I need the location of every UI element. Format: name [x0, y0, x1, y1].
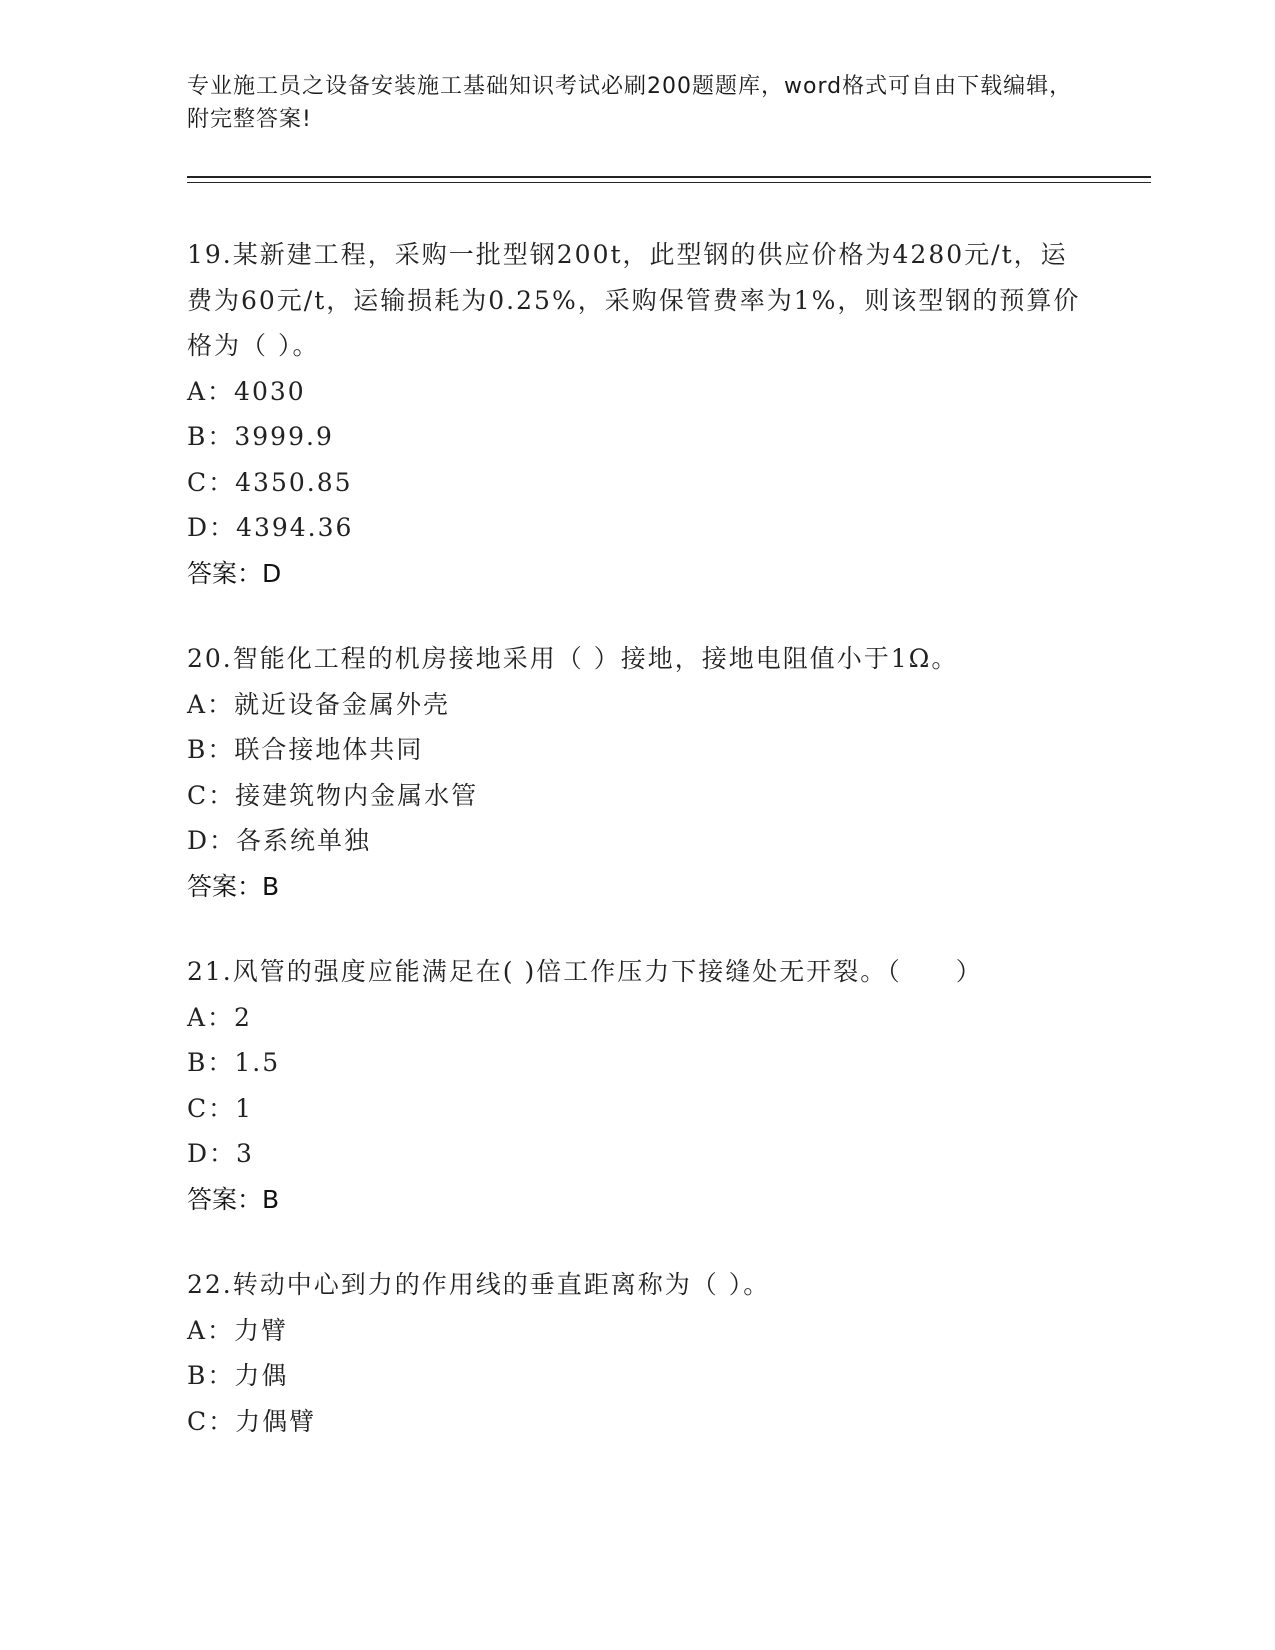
- option-c: C：接建筑物内金属水管: [187, 780, 479, 810]
- option-a: A：4030: [187, 376, 306, 406]
- option-b: B：3999.9: [187, 422, 334, 451]
- question-stem: 21.风管的强度应能满足在( )倍工作压力下接缝处无开裂。（ ）: [187, 957, 983, 986]
- question-20: [187, 636, 1087, 909]
- option-d: D：4394.36: [187, 513, 354, 542]
- option-a: A：力臂: [187, 1315, 289, 1345]
- option-a: A：2: [187, 1002, 252, 1032]
- option-c: C：1: [187, 1093, 254, 1123]
- option-b: B：力偶: [187, 1361, 289, 1390]
- option-d: D：3: [187, 1139, 254, 1168]
- option-b: B：联合接地体共同: [187, 735, 424, 764]
- option-c: C：4350.85: [187, 467, 353, 497]
- answer-line: 答案：B: [187, 871, 280, 901]
- question-stem: 19.某新建工程，采购一批型钢200t，此型钢的供应价格为4280元/t，运费为60元/t，运输损耗为0.25%，采购保管费率为1%，则该型钢的预算价格为（ ）。: [187, 240, 1081, 360]
- header-divider-thin: [187, 182, 1151, 183]
- option-a: A：就近设备金属外壳: [187, 689, 451, 719]
- question-21: [187, 949, 1087, 1222]
- question-stem: 20.智能化工程的机房接地采用（ ）接地，接地电阻值小于1Ω。: [187, 644, 959, 673]
- header-divider-thick: [187, 176, 1151, 178]
- question-19: [187, 232, 1087, 596]
- question-list: [187, 232, 1087, 1484]
- question-stem: 22.转动中心到力的作用线的垂直距离称为（ ）。: [187, 1270, 771, 1299]
- option-c: C：力偶臂: [187, 1406, 317, 1436]
- option-b: B：1.5: [187, 1048, 281, 1077]
- option-d: D：各系统单独: [187, 826, 372, 855]
- answer-line: 答案：B: [187, 1184, 280, 1214]
- document-header: 专业施工员之设备安装施工基础知识考试必刷200题题库，word格式可自由下载编辑，附完整答案!: [187, 74, 1073, 132]
- question-22: [187, 1262, 1087, 1444]
- answer-line: 答案：D: [187, 558, 282, 588]
